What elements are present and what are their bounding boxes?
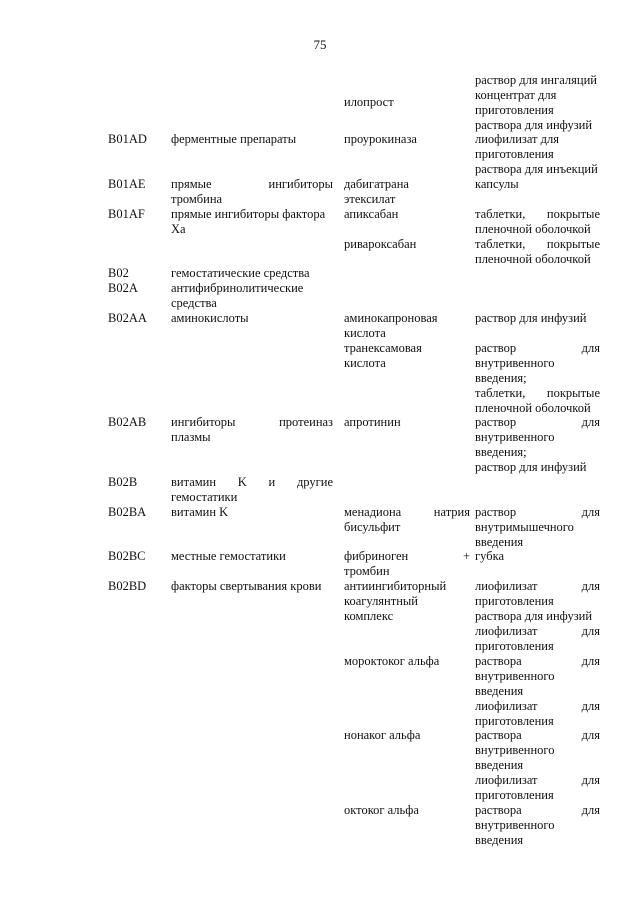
- drug-name-line: илопрост: [344, 95, 394, 109]
- drug-name-line: нонаког альфа: [344, 728, 421, 742]
- dosage-form-line: раствора для инфузий: [475, 609, 593, 623]
- group-name-line: плазмы: [171, 430, 211, 444]
- dosage-form-line: введения: [475, 535, 524, 549]
- dosage-form-line: раствор для: [475, 415, 600, 429]
- drug-name-line: проурокиназа: [344, 132, 417, 146]
- atc-code-line: B01AD: [108, 132, 147, 146]
- dosage-form-line: раствора для: [475, 728, 600, 742]
- dosage-form-line: внутривенного: [475, 430, 555, 444]
- drug-name-line: ривароксабан: [344, 237, 417, 251]
- drug-name-line: мороктоког альфа: [344, 654, 440, 668]
- dosage-form-line: приготовления: [475, 147, 554, 161]
- dosage-form-line: приготовления: [475, 788, 554, 802]
- drug-name-line: транексамовая: [344, 341, 422, 355]
- dosage-form-line: пленочной оболочкой: [475, 401, 591, 415]
- dosage-form-line: раствора для инъекций: [475, 162, 598, 176]
- group-name-line: средства: [171, 296, 217, 310]
- atc-code-line: B01AE: [108, 177, 146, 191]
- dosage-form-line: внутривенного: [475, 356, 555, 370]
- page-number: 75: [313, 37, 327, 52]
- atc-code-line: B01AF: [108, 207, 145, 221]
- group-name-line: витамин K: [171, 505, 229, 519]
- group-name-line: ингибиторы протеиназ: [171, 415, 333, 429]
- group-name-line: факторы свертывания крови: [171, 579, 322, 593]
- drug-name-line: этексилат: [344, 192, 396, 206]
- dosage-form-line: раствор для: [475, 341, 600, 355]
- dosage-form-line: приготовления: [475, 714, 554, 728]
- dosage-form-line: лиофилизат для: [475, 699, 600, 713]
- dosage-form-line: раствор для ингаляций: [475, 73, 597, 87]
- drug-name-line: тромбин: [344, 564, 390, 578]
- dosage-form-line: лиофилизат для: [475, 579, 600, 593]
- dosage-form-line: приготовления: [475, 594, 554, 608]
- atc-code-line: B02B: [108, 475, 138, 489]
- dosage-form-line: раствора для инфузий: [475, 118, 593, 132]
- drug-name-line: аминокапроновая: [344, 311, 438, 325]
- dosage-form-line: капсулы: [475, 177, 519, 191]
- atc-code-line: B02AB: [108, 415, 147, 429]
- group-name-line: гемостатические средства: [171, 266, 310, 280]
- dosage-form-line: приготовления: [475, 639, 554, 653]
- group-name-line: местные гемостатики: [171, 549, 286, 563]
- dosage-form-line: губка: [475, 549, 505, 563]
- dosage-form-line: введения: [475, 684, 524, 698]
- drug-name-line: бисульфит: [344, 520, 401, 534]
- dosage-form-line: введения;: [475, 371, 527, 385]
- group-name-line: гемостатики: [171, 490, 238, 504]
- drug-name-line: кислота: [344, 356, 386, 370]
- group-name-line: витамин K и другие: [171, 475, 333, 489]
- dosage-form-line: раствор для: [475, 505, 600, 519]
- dosage-form-line: таблетки, покрытые: [475, 207, 600, 221]
- drug-name-line: комплекс: [344, 609, 394, 623]
- dosage-form-line: раствора для: [475, 654, 600, 668]
- drug-name-line: дабигатрана: [344, 177, 409, 191]
- drug-name-line: менадиона натрия: [344, 505, 470, 519]
- drug-name-line: апиксабан: [344, 207, 399, 221]
- drug-name-line: апротинин: [344, 415, 401, 429]
- dosage-form-line: внутримышечного: [475, 520, 574, 534]
- dosage-form-line: приготовления: [475, 103, 554, 117]
- atc-code-line: B02BD: [108, 579, 147, 593]
- drug-name-line: антиингибиторный: [344, 579, 447, 593]
- dosage-form-line: введения: [475, 758, 524, 772]
- drug-name-line: октоког альфа: [344, 803, 419, 817]
- dosage-form-line: лиофилизат для: [475, 132, 559, 146]
- atc-code-line: B02BA: [108, 505, 147, 519]
- dosage-form-line: внутривенного: [475, 818, 555, 832]
- drug-name-line: фибриноген +: [344, 549, 470, 563]
- atc-code-line: B02AA: [108, 311, 147, 325]
- dosage-form-line: раствор для инфузий: [475, 311, 587, 325]
- dosage-form-line: пленочной оболочкой: [475, 252, 591, 266]
- dosage-form-line: пленочной оболочкой: [475, 222, 591, 236]
- group-name-line: ферментные препараты: [171, 132, 297, 146]
- group-name-line: Xa: [171, 222, 186, 236]
- group-name-line: прямые ингибиторы: [171, 177, 333, 191]
- dosage-form-line: таблетки, покрытые: [475, 237, 600, 251]
- group-name-line: тромбина: [171, 192, 223, 206]
- dosage-form-line: раствора для: [475, 803, 600, 817]
- dosage-form-line: введения;: [475, 445, 527, 459]
- dosage-form-line: внутривенного: [475, 743, 555, 757]
- dosage-form-line: внутривенного: [475, 669, 555, 683]
- atc-code-line: B02A: [108, 281, 138, 295]
- drug-name-line: коагулянтный: [344, 594, 418, 608]
- atc-code-line: B02BC: [108, 549, 146, 563]
- atc-code-line: B02: [108, 266, 129, 280]
- dosage-form-line: лиофилизат для: [475, 773, 600, 787]
- drug-name-line: кислота: [344, 326, 386, 340]
- group-name-line: антифибринолитические: [171, 281, 304, 295]
- dosage-form-line: лиофилизат для: [475, 624, 600, 638]
- group-name-line: прямые ингибиторы фактора: [171, 207, 326, 221]
- dosage-form-line: введения: [475, 833, 524, 847]
- dosage-form-line: раствор для инфузий: [475, 460, 587, 474]
- dosage-form-line: концентрат для: [475, 88, 557, 102]
- dosage-form-line: таблетки, покрытые: [475, 386, 600, 400]
- group-name-line: аминокислоты: [171, 311, 249, 325]
